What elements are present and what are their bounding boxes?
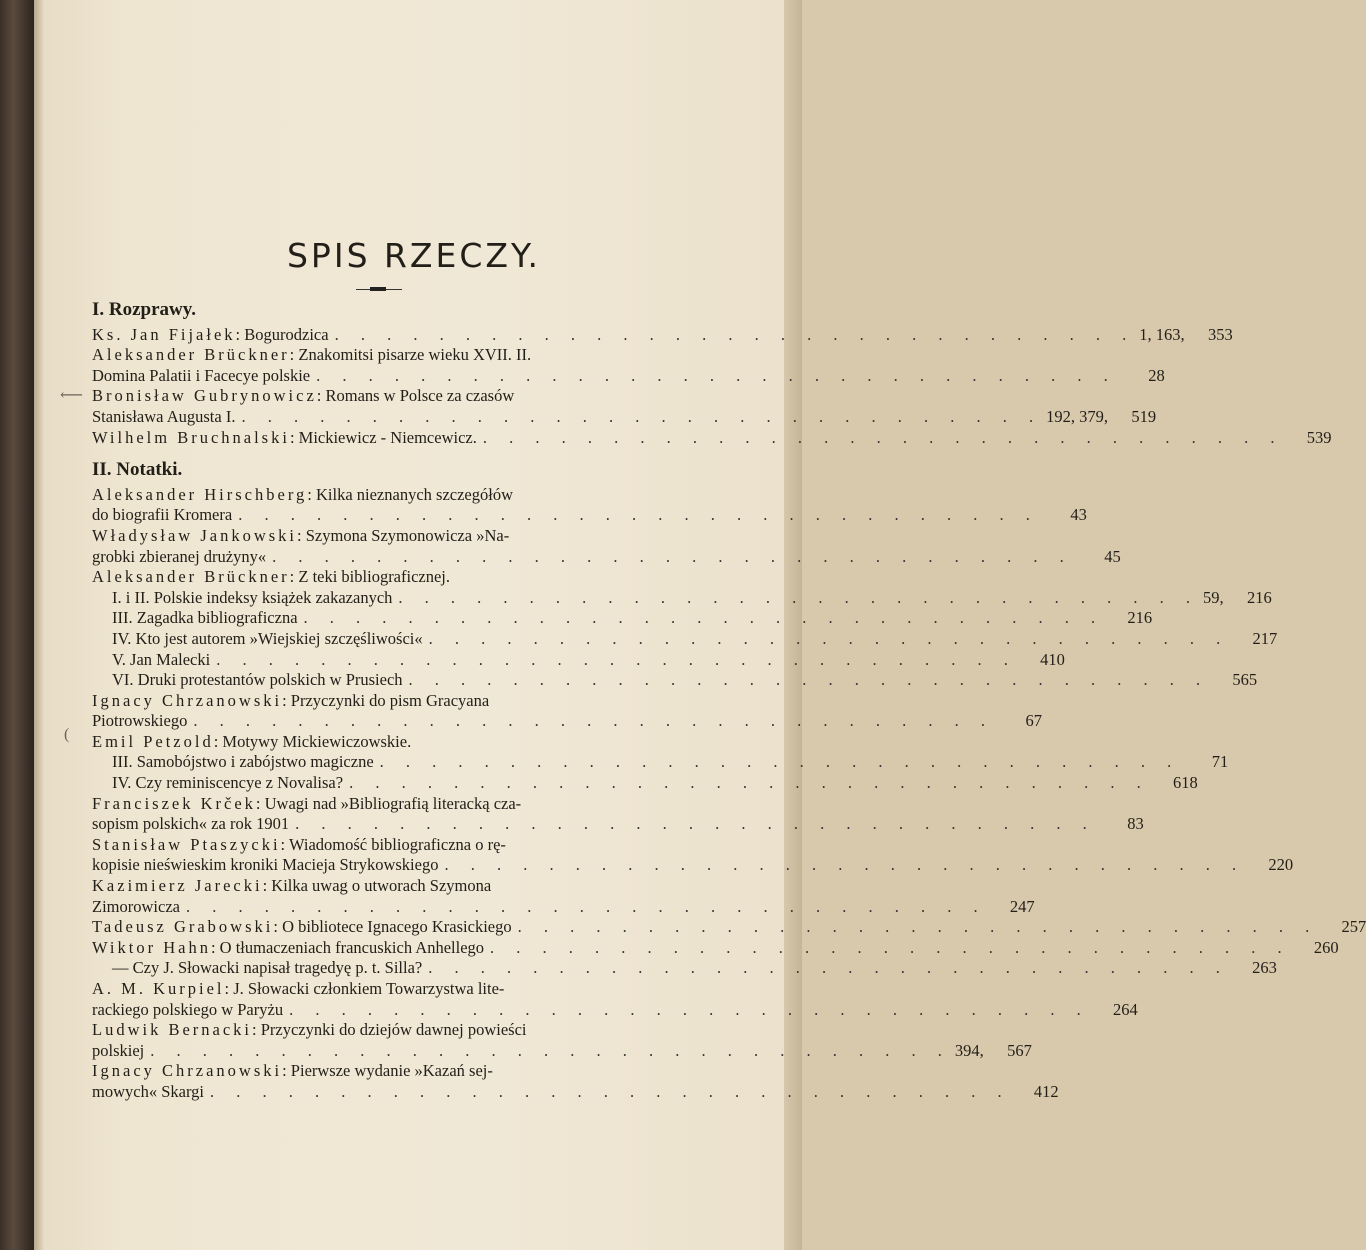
title-text: : Znakomitsi pisarze wieku XVII. II. — [289, 345, 532, 365]
page-number: 220 — [1268, 855, 1294, 875]
gutter-edge — [34, 0, 44, 1250]
toc-line — [92, 526, 652, 547]
title-text: : O tłumaczeniach francuskich Anhellego — [210, 937, 485, 957]
toc-line — [92, 608, 1153, 629]
dot-leader: . . . . . . . . . . . . . . . . . . . . . . . . . . . . . . . — [193, 711, 994, 731]
author-name: Tadeusz Grabowski — [92, 917, 274, 937]
title-text: rackiego polskiego w Paryżu — [92, 999, 284, 1019]
page-number: 257 — [1341, 917, 1366, 937]
title-rule-ornament — [370, 287, 386, 291]
dot-leader: . . . . . . . . . . . . . . . . . . . . . . . . . . . . . . . — [216, 649, 1017, 669]
page-number: 565 — [1232, 670, 1258, 690]
page-number: 45 — [1104, 546, 1121, 566]
toc-line — [92, 485, 652, 506]
page-numbers — [1229, 629, 1277, 650]
toc-line — [92, 917, 1366, 938]
title-text: : Mickiewicz - Niemcewicz. — [289, 427, 477, 447]
toc-entry — [92, 773, 1198, 794]
page-number: 519 — [1131, 406, 1157, 426]
title-text: : Bogurodzica — [235, 324, 329, 344]
author-name: Ignacy Chrzanowski — [92, 1061, 283, 1081]
page-numbers — [1104, 608, 1152, 629]
toc-line — [92, 670, 1258, 691]
toc-line — [92, 365, 1165, 387]
entry-text — [92, 1041, 144, 1062]
dot-leader: . . . . . . . . . . . . . . . . . . . . . . . . . . . . . . . — [185, 896, 987, 916]
page-numbers — [1073, 547, 1121, 568]
entry-text — [92, 835, 506, 856]
entry-text — [92, 938, 484, 959]
page-number: 217 — [1252, 628, 1278, 648]
author-name: Wilhelm Bruchnalski — [92, 427, 290, 447]
toc-line — [92, 1061, 652, 1082]
toc-line — [92, 896, 1035, 918]
toc-entry — [92, 608, 1153, 629]
page-numbers — [1042, 407, 1156, 428]
author-name: Kazimierz Jarecki — [92, 876, 263, 896]
page-numbers — [604, 526, 652, 547]
page-numbers — [604, 835, 652, 856]
entry-text — [92, 814, 289, 835]
author-name: Franciszek Krček — [92, 793, 256, 813]
entry-text — [112, 670, 403, 691]
entry-text — [112, 958, 422, 979]
toc-line — [92, 1040, 1032, 1062]
dot-leader: . . . . . . . . . . . . . . . . . . . . . . . . . . . . . . . — [334, 324, 1136, 344]
title-text: Domina Palatii i Facecye polskie — [92, 365, 311, 385]
title-text: : Szymona Szymonowicza »Na- — [297, 525, 510, 545]
page-number: 28 — [1148, 365, 1165, 385]
toc-line — [92, 773, 1198, 794]
title-text: : Przyczynki do pism Gracyana — [282, 690, 490, 710]
toc-entry — [92, 427, 1332, 449]
toc-line — [92, 937, 1339, 959]
title-text: — Czy J. Słowacki napisał tragedyę p. t. Silla? — [112, 958, 423, 978]
title-text: : Kilka uwag o utworach Szymona — [262, 876, 492, 896]
title-text: IV. Czy reminiscencye z Novalisa? — [112, 773, 344, 793]
entry-text — [92, 855, 438, 876]
author-name: Emil Petzold — [92, 731, 214, 751]
title-text: : Przyczynki do dziejów dawnej powieści — [252, 1020, 527, 1040]
dot-leader: . . . . . . . . . . . . . . . . . . . . . . . . . . . . . . . — [238, 505, 1039, 525]
dot-leader: . . . . . . . . . . . . . . . . . . . . . . . . . . . . . . . — [490, 937, 1291, 957]
toc-entry — [92, 345, 1165, 386]
title-text: : Motywy Mickiewiczowskie. — [213, 731, 412, 751]
toc-line — [92, 732, 652, 753]
toc-entry — [92, 324, 1233, 346]
title-text: III. Samobójstwo i zabójstwo magiczne — [112, 752, 374, 772]
page-number: 216 — [1127, 608, 1153, 628]
page-number: 83 — [1127, 814, 1144, 834]
title-text: kopisie nieświeskim kroniki Macieja Strykowskiego — [92, 855, 439, 875]
toc-line — [92, 427, 1332, 449]
toc-entry — [92, 628, 1278, 650]
toc-line — [92, 814, 1144, 835]
toc-entry — [92, 386, 1157, 427]
toc-entry — [92, 649, 1065, 671]
dot-leader: . . . . . . . . . . . . . . . . . . . . . . . . . . . . . . . — [241, 406, 1043, 426]
dot-leader: . . . . . . . . . . . . . . . . . . . . . . . . . . . . . . . — [517, 917, 1319, 937]
entry-text — [92, 876, 491, 897]
page-refs: 192, 379, — [1046, 406, 1113, 426]
entry-text — [112, 608, 298, 629]
page-numbers — [1090, 1000, 1138, 1021]
page-numbers — [987, 897, 1035, 918]
page-number: 67 — [1025, 711, 1042, 731]
dot-leader: . . . . . . . . . . . . . . . . . . . . . . . . . . . . . . . — [428, 628, 1230, 648]
entry-text — [92, 1082, 204, 1103]
title-text: : Pierwsze wydanie »Kazań sej- — [282, 1061, 493, 1081]
entry-text — [92, 386, 514, 407]
page-number: 247 — [1009, 896, 1035, 916]
entry-text — [112, 773, 343, 794]
toc-line — [92, 628, 1278, 650]
page-numbers — [1017, 650, 1065, 671]
author-name: Władysław Jankowski — [92, 525, 298, 545]
author-name: Wiktor Hahn — [92, 937, 211, 957]
dot-leader: . . . . . . . . . . . . . . . . . . . . . . . . . . . . . . . — [349, 773, 1150, 793]
page-numbers — [1039, 505, 1087, 526]
section-heading: I. Rozprawy. — [92, 299, 196, 320]
page-number: 618 — [1172, 773, 1198, 793]
entry-text — [92, 547, 266, 568]
title-text: : Uwagi nad »Bibliografią literacką cza- — [255, 793, 522, 813]
entry-text — [92, 526, 509, 547]
page-numbers — [1318, 917, 1366, 938]
dot-leader: . . . . . . . . . . . . . . . . . . . . . . . . . . . . . . . — [316, 365, 1117, 385]
entry-text — [92, 485, 513, 506]
toc-line — [92, 876, 652, 897]
page-number: 567 — [1007, 1040, 1032, 1060]
dot-leader: . . . . . . . . . . . . . . . . . . . . . . . . . . . . . . . — [272, 546, 1073, 566]
entry-text — [92, 407, 235, 428]
entry-text — [112, 588, 392, 609]
page-number: 216 — [1247, 587, 1272, 607]
toc-line — [92, 752, 1229, 773]
table-of-contents — [92, 298, 1366, 1103]
toc-entry — [92, 690, 1042, 732]
page-number: 353 — [1207, 324, 1233, 344]
page-numbers — [604, 732, 652, 753]
dot-leader: . . . . . . . . . . . . . . . . . . . . . . . . . . . . . . . — [408, 670, 1210, 690]
toc-entry — [92, 1061, 1059, 1102]
title-text: do biografii Kromera — [92, 505, 233, 525]
page-numbers — [1245, 855, 1293, 876]
page-refs: 394, — [954, 1040, 988, 1060]
title-text: : J. Słowacki członkiem Towarzystwa lite- — [224, 979, 505, 998]
page-numbers — [1011, 1082, 1059, 1103]
entry-text — [92, 345, 531, 366]
page-number: 43 — [1070, 505, 1087, 525]
entry-text — [112, 752, 374, 773]
toc-entry — [92, 958, 1277, 979]
toc-entry — [92, 752, 1229, 773]
entry-text — [92, 794, 521, 815]
page-numbers — [604, 794, 652, 815]
toc-entry — [92, 834, 1294, 876]
title-text: : Wiadomość bibliograficzna o rę- — [280, 834, 506, 854]
dot-leader: . . . . . . . . . . . . . . . . . . . . . . . . . . . . . . . — [428, 958, 1229, 978]
toc-line — [92, 711, 1042, 732]
toc-line — [92, 587, 1272, 609]
entry-text — [92, 1020, 526, 1041]
entry-text — [92, 1061, 493, 1082]
toc-line — [92, 958, 1277, 979]
page-number: 264 — [1112, 999, 1138, 1019]
page-numbers — [604, 386, 652, 407]
entry-text — [92, 711, 187, 732]
dot-leader: . . . . . . . . . . . . . . . . . . . . . . . . . . . . . . . — [482, 427, 1284, 447]
page-refs: 59, — [1203, 587, 1228, 607]
dot-leader: . . . . . . . . . . . . . . . . . . . . . . . . . . . . . . . — [444, 855, 1246, 875]
page-refs: 1, 163, — [1139, 324, 1189, 344]
entry-text — [92, 505, 232, 526]
page-number: 410 — [1040, 649, 1065, 669]
toc-line — [92, 835, 652, 856]
toc-entry — [92, 670, 1258, 691]
toc-line — [92, 546, 1121, 568]
page-numbers — [1199, 588, 1272, 609]
toc-line — [92, 406, 1157, 428]
dot-leader: . . . . . . . . . . . . . . . . . . . . . . . . . . . . . . . — [303, 608, 1105, 628]
page-number: 260 — [1313, 937, 1339, 957]
title-text: polskiej — [92, 1040, 145, 1060]
title-text: : O bibliotece Ignacego Krasickiego — [273, 917, 512, 937]
entry-text — [92, 428, 477, 449]
entry-text — [92, 691, 489, 712]
entry-text — [112, 650, 210, 671]
page-numbers — [1150, 773, 1198, 794]
entry-text — [112, 629, 423, 650]
title-text: sopism polskich« za rok 1901 — [92, 814, 290, 834]
page-numbers — [604, 691, 652, 712]
toc-line — [92, 855, 1294, 876]
author-name: Aleksander Brückner — [92, 345, 290, 365]
title-text: grobki zbieranej drużyny« — [92, 546, 267, 566]
page-numbers — [604, 345, 652, 366]
toc-line — [92, 345, 652, 366]
dot-leader: . . . . . . . . . . . . . . . . . . . . . . . . . . . . . . . — [295, 814, 1096, 834]
title-text: III. Zagadka bibliograficzna — [112, 608, 298, 628]
toc-entry — [92, 793, 1144, 835]
toc-entry — [92, 587, 1272, 609]
page-numbers — [604, 876, 652, 897]
page-number: 539 — [1306, 427, 1332, 447]
toc-line — [92, 1020, 652, 1041]
page-numbers — [1135, 325, 1233, 346]
margin-arrow-mark: ⟵ — [60, 387, 83, 404]
toc-line — [92, 386, 652, 407]
title-text: Zimorowicza — [92, 896, 180, 916]
toc-entry — [92, 525, 1121, 567]
toc-line — [92, 979, 652, 1000]
page-numbers — [604, 485, 652, 506]
title-text: Stanisława Augusta I. — [92, 406, 236, 426]
dot-leader: . . . . . . . . . . . . . . . . . . . . . . . . . . . . . . . — [398, 587, 1200, 607]
entry-text — [92, 897, 180, 918]
page-numbers — [1229, 958, 1277, 979]
page-numbers — [1283, 428, 1331, 449]
margin-bracket-mark: ( — [64, 726, 70, 743]
entry-text — [92, 979, 504, 1000]
page-numbers — [1209, 670, 1257, 691]
page-numbers — [604, 1061, 652, 1082]
entry-text — [92, 366, 310, 387]
page-title: SPIS RZECZY. — [286, 236, 541, 275]
page-numbers — [1096, 814, 1144, 835]
dot-leader: . . . . . . . . . . . . . . . . . . . . . . . . . . . . . . . — [209, 1081, 1011, 1101]
dot-leader: . . . . . . . . . . . . . . . . . . . . . . . . . . . . . . . — [150, 1040, 951, 1060]
toc-entry — [92, 937, 1339, 959]
toc-line — [92, 691, 652, 712]
book-spine — [0, 0, 34, 1250]
entry-text — [92, 917, 512, 938]
dot-leader: . . . . . . . . . . . . . . . . . . . . . . . . . . . . . . . — [289, 999, 1090, 1019]
title-text: V. Jan Malecki — [112, 649, 211, 669]
author-name: Stanisław Ptaszycki — [92, 834, 281, 854]
dot-leader: . . . . . . . . . . . . . . . . . . . . . . . . . . . . . . . — [379, 752, 1181, 772]
toc-entry — [92, 876, 1035, 917]
toc-line — [92, 324, 1233, 346]
toc-entry — [92, 1020, 1032, 1061]
toc-entry — [92, 979, 1138, 1020]
toc-entry — [92, 917, 1366, 938]
page-number: 71 — [1211, 752, 1229, 772]
title-text: : Z teki bibliograficznej. — [289, 567, 451, 587]
page-number: 412 — [1033, 1081, 1059, 1101]
author-name: Aleksander Brückner — [92, 567, 290, 587]
title-text: mowych« Skargi — [92, 1081, 204, 1101]
author-name: Aleksander Hirschberg — [92, 484, 308, 504]
page-numbers — [951, 1041, 1032, 1062]
page-numbers — [994, 711, 1042, 732]
title-text: : Kilka nieznanych szczegółów — [307, 484, 513, 504]
toc-line — [92, 567, 652, 588]
page-numbers — [604, 979, 652, 1000]
title-text: VI. Druki protestantów polskich w Prusiech — [112, 670, 403, 690]
entry-text — [92, 567, 450, 588]
author-name: Bronisław Gubrynowicz — [92, 386, 317, 406]
toc-line — [92, 505, 1087, 526]
title-text: Piotrowskiego — [92, 711, 188, 731]
entry-text — [92, 325, 329, 346]
page-numbers — [1291, 938, 1339, 959]
toc-entry — [92, 732, 652, 753]
entry-text — [92, 732, 411, 753]
toc-entry — [92, 484, 1087, 526]
toc-line — [92, 1081, 1059, 1103]
page-numbers — [1180, 752, 1228, 773]
page-numbers — [604, 567, 652, 588]
title-text: I. i II. Polskie indeksy książek zakazanych — [112, 587, 393, 607]
page-number: 263 — [1252, 958, 1277, 978]
section-heading: II. Notatki. — [92, 459, 183, 481]
toc-entry — [92, 567, 652, 588]
author-name: Ks. Jan Fijałek — [92, 324, 236, 344]
author-name: Ignacy Chrzanowski — [92, 690, 283, 710]
title-text: IV. Kto jest autorem »Wiejskiej szczęśliwości« — [112, 628, 423, 648]
author-name: Ludwik Bernacki — [92, 1020, 253, 1040]
toc-line — [92, 794, 652, 815]
title-text: : Romans w Polsce za czasów — [316, 386, 515, 406]
toc-line — [92, 999, 1138, 1021]
author-name: A. M. Kurpiel — [92, 979, 225, 998]
entry-text — [92, 1000, 283, 1021]
toc-line — [92, 649, 1065, 671]
page-numbers — [1117, 366, 1165, 387]
page-numbers — [604, 1020, 652, 1041]
